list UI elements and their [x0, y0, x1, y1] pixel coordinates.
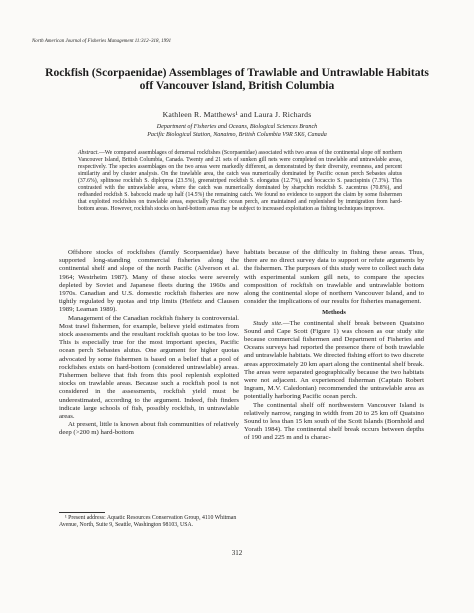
section-heading-methods: Methods [322, 309, 346, 317]
paragraph: Offshore stocks of rockfishes (family Scorpaenidae) have supported long-standing commercial fisheries along the continental shelf and slope of the north Pacific (Alverson et al. 1964; Westrheim 1987). Many of these stocks were severely depleted by Soviet and Japanese fleets during the 1960s and 1970s. Canadian and U.S. domestic rockfish fisheries are now tightly regulated by quotas and trip limits (Heifetz and Clausen 1989; Leaman 1989). [59, 249, 239, 314]
paragraph: habitats because of the difficulty in fishing these areas. Thus, there are no direct survey data to support or refute arguments by the fishermen. The purposes of this study were to collect such data with experimental sunken gill nets, to compare the species composition of rockfish on trawlable and untrawlable bottom along the continental slope of northern Vancouver Island, and to consider the implications of our results for fisheries management. [244, 249, 424, 306]
paragraph: The continental shelf off northwestern Vancouver Island is relatively narrow, ranging in width from 20 to 25 km off Quatsino Sound to less than 15 km south of the Scott Islands (Bornhold and Yorath 1984). The continental shelf break occurs between depths of 190 and 225 m and is charac- [244, 401, 424, 442]
paragraph: Management of the Canadian rockfish fishery is controversial. Most trawl fishermen, for example, believe yield estimates from stock assessments and the resultant rockfish quotas to be too low. This is especially true for the most important species, Pacific ocean perch Sebastes alutus. One argument for higher quotas advocated by some fishermen is based on a belief that a pool of rockfishes exists on hard-bottom (considered untrawlable) areas. Fishermen believe that fish from this pool replenish exploited stocks on trawlable areas. Because such a rockfish pool is not considered in the assessments, rockfish yield must be underestimated, according to the argument. Indeed, fish finders indicate large schools of fish, possibly rockfish, in untrawlable areas. [59, 314, 239, 421]
body-column-right [244, 249, 424, 443]
paragraph [244, 320, 424, 402]
abstract-label: Abstract. [78, 150, 99, 156]
paragraph: At present, little is known about fish communities of relatively deep (>200 m) hard-bottom [59, 421, 239, 437]
abstract [78, 150, 402, 213]
article-title: Rockfish (Scorpaenidae) Assemblages of Trawlable and Untrawlable Habitats off Vancouver Island, British Columbia [45, 66, 429, 92]
footnote-divider [59, 512, 105, 513]
page-number: 312 [231, 549, 243, 557]
study-site-text: —The continental shelf break between Quatsino Sound and Cape Scott (Figure 1) was chosen as our study site because commercial fishermen and Department of Fisheries and Oceans surveys had reported the presence there of both trawlable and untrawlable habitats. We directed fishing effort to two discrete areas approximately 20 km apart along the continental shelf break. The areas were separated geographically because the two habitats were not adjacent. An experienced fisherman (Captain Robert Ingram, M.V. Caledonian) recommended the untrawlable area as potentially harboring Pacific ocean perch. [244, 319, 424, 401]
author-line: Kathleen R. Matthews¹ and Laura J. Richards [162, 110, 312, 119]
footnote-text: ¹ Present address: Aquatic Resources Conservation Group, 4110 Whitman Avenue, North, Suite 9, Seattle, Washington 98103, USA. [59, 515, 237, 529]
journal-citation: North American Journal of Fisheries Management 11:312–318, 1991 [32, 39, 172, 44]
footnote [59, 515, 239, 529]
study-site-label: Study site. [253, 319, 283, 327]
affiliation [40, 123, 434, 139]
affiliation-line-2: Pacific Biological Station, Nanaimo, British Columbia V9R 5K6, Canada [147, 132, 327, 139]
affiliation-line-1: Department of Fisheries and Oceans, Biological Sciences Branch [156, 124, 318, 130]
abstract-text: —We compared assemblages of demersal rockfishes (Scorpaenidae) associated with two areas of the continental slope off northern Vancouver Island, British Columbia, Canada. Twenty and 21 sets of sunken gill nets were completed on trawlable and untrawlable areas, respectively. The species assemblages on the two areas were markedly different, as demonstrated by their diversity, evenness, and percent similarity and by cluster analysis. On the trawlable area, the catch was numerically dominated by Pacific ocean perch Sebastes alutus (37.6%), splitnose rockfish S. diploproa (23.5%), greenstriped rockfish S. elongatus (12.7%), and bocaccio S. paucispinis (7.3%). This contrasted with the untrawlable area, where the catch was numerically dominated by sharpchin rockfish S. zacentrus (70.8%), and redbanded rockfish S. babcocki made up half (14.5%) the remaining catch. We found no evidence to support the claim by some fishermen that exploited rockfishes on trawlable areas, especially Pacific ocean perch, are maintained and replenished by immigration from hard-bottom areas. However, rockfish stocks on hard-bottom areas may be subject to increased exploitation as fishing techniques improve. [78, 150, 402, 213]
body-column-left [59, 249, 239, 438]
